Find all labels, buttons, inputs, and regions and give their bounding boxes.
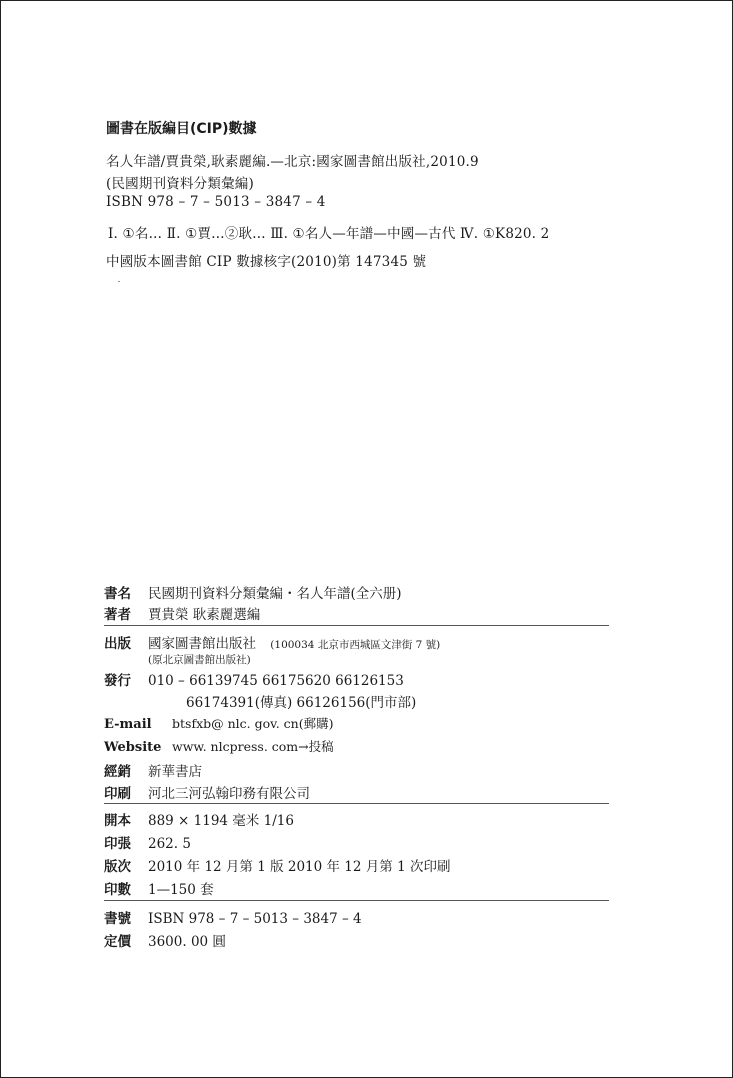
print-run-label: 印數 — [104, 882, 131, 898]
website-label: Website — [104, 740, 162, 755]
imprint-sheets-row — [104, 832, 191, 852]
website-value: www. nlcpress. com→投稿 — [172, 739, 334, 754]
distribution-phones: 010 – 66139745 66175620 66126153 — [148, 673, 404, 689]
distribution-label: 發行 — [104, 673, 131, 689]
imprint-edition-row — [104, 855, 450, 875]
email-label: E-mail — [104, 717, 152, 732]
book-number-label: 書號 — [104, 911, 131, 927]
imprint-publisher-row — [104, 632, 440, 652]
print-run-value: 1—150 套 — [148, 882, 214, 898]
imprint-printer-row — [104, 782, 310, 802]
sheets-value: 262. 5 — [148, 836, 191, 852]
printer-value: 河北三河弘翰印務有限公司 — [148, 786, 310, 802]
divider — [104, 900, 609, 901]
imprint-email-row — [104, 714, 333, 732]
title-value: 民國期刊資料分類彙編・名人年譜(全六册) — [148, 586, 402, 602]
imprint-dealer-row — [104, 760, 202, 780]
book-number-value: ISBN 978 – 7 – 5013 – 3847 – 4 — [148, 911, 362, 927]
divider — [104, 625, 609, 626]
format-label: 開本 — [104, 813, 131, 829]
cip-catalog-entry: 名人年譜/賈貴榮,耿素麗編.—北京:國家圖書館出版社,2010.9 — [106, 154, 479, 170]
imprint-authors-row — [104, 603, 260, 623]
imprint-book-number-row — [104, 907, 362, 927]
price-label: 定價 — [104, 934, 131, 950]
dealer-label: 經銷 — [104, 764, 131, 780]
price-value: 3600. 00 圓 — [148, 934, 226, 950]
edition-value: 2010 年 12 月第 1 版 2010 年 12 月第 1 次印刷 — [148, 859, 451, 875]
imprint-distribution-row — [104, 669, 404, 689]
dealer-value: 新華書店 — [148, 764, 202, 780]
cip-heading: 圖書在版編目(CIP)數據 — [106, 121, 257, 137]
imprint-format-row — [104, 809, 294, 829]
cip-data-number: 中國版本圖書館 CIP 數據核字(2010)第 147345 號 — [106, 254, 427, 270]
printer-label: 印刷 — [104, 786, 131, 802]
edition-label: 版次 — [104, 859, 131, 875]
publisher-address: (100034 北京市西城區文津街 7 號) — [270, 639, 441, 651]
divider — [104, 803, 609, 804]
publisher-label: 出版 — [104, 636, 131, 652]
cip-subjects: Ⅰ. ①名… Ⅱ. ①賈…②耿… Ⅲ. ①名人—年譜—中國—古代 Ⅳ. ①K820. 2 — [108, 226, 550, 242]
distribution-fax: 66174391(傳真) 66126156(門市部) — [186, 695, 417, 711]
cip-isbn: ISBN 978 – 7 – 5013 – 3847 – 4 — [106, 194, 326, 210]
format-value: 889 × 1194 毫米 1/16 — [148, 813, 294, 829]
imprint-print-run-row — [104, 878, 214, 898]
stray-mark — [118, 281, 120, 282]
authors-label: 著者 — [104, 607, 131, 623]
title-label: 書名 — [104, 586, 131, 602]
authors-value: 賈貴榮 耿素麗選編 — [148, 607, 261, 623]
publisher-former-name: (原北京圖書館出版社) — [148, 654, 251, 666]
email-value: btsfxb@ nlc. gov. cn(郵購) — [172, 716, 334, 731]
imprint-price-row — [104, 930, 226, 950]
publisher-value: 國家圖書館出版社 — [148, 636, 256, 652]
cip-series: (民國期刊資料分類彙編) — [106, 176, 254, 192]
imprint-title-row — [104, 582, 402, 602]
imprint-website-row — [104, 737, 334, 755]
sheets-label: 印張 — [104, 836, 131, 852]
